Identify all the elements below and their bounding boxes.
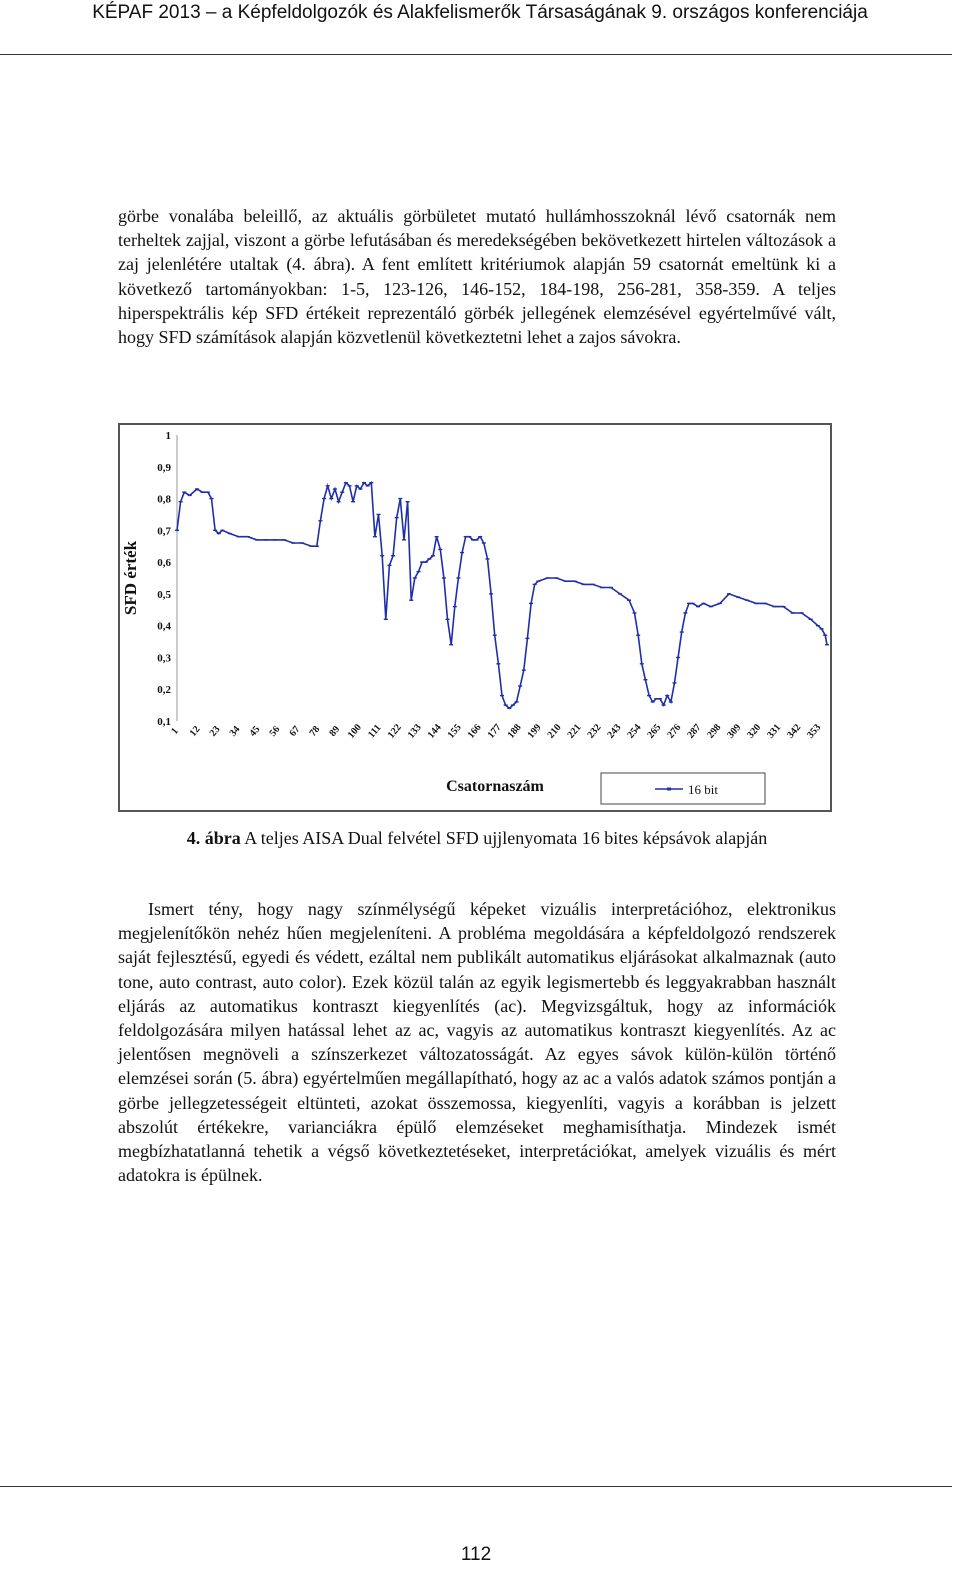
y-tick-label: 1 bbox=[165, 430, 171, 442]
sfd-line-chart bbox=[120, 425, 830, 810]
x-tick-label: 243 bbox=[605, 722, 624, 741]
header-divider bbox=[0, 54, 952, 55]
x-tick-label: 265 bbox=[645, 722, 664, 741]
x-tick-label: 1 bbox=[169, 725, 181, 737]
conference-title: KÉPAF 2013 – a Képfeldolgozók és Alakfelismerők Társaságának 9. országos konferenciája bbox=[92, 2, 868, 23]
y-tick-label: 0,7 bbox=[157, 525, 171, 538]
y-tick-label: 0,8 bbox=[157, 493, 171, 506]
x-tick-label: 155 bbox=[445, 722, 464, 741]
x-tick-label: 188 bbox=[505, 722, 524, 741]
x-tick-label: 353 bbox=[805, 722, 824, 741]
x-tick-label: 309 bbox=[725, 722, 744, 741]
y-tick-label: 0,3 bbox=[157, 652, 171, 665]
page-header bbox=[0, 0, 960, 52]
x-tick-label: 276 bbox=[665, 722, 684, 741]
x-tick-label: 254 bbox=[625, 722, 644, 741]
y-axis-label: SFD érték bbox=[121, 540, 140, 616]
x-tick-label: 320 bbox=[745, 722, 764, 741]
x-tick-label: 210 bbox=[545, 722, 564, 741]
y-tick-label: 0,4 bbox=[157, 620, 171, 633]
y-tick-label: 0,1 bbox=[157, 716, 171, 728]
figure-caption-label: 4. ábra bbox=[186, 828, 241, 848]
x-tick-label: 34 bbox=[227, 724, 243, 739]
x-tick-label: 232 bbox=[585, 722, 604, 741]
x-tick-label: 177 bbox=[485, 722, 504, 741]
x-axis-label: Csatornaszám bbox=[446, 778, 544, 795]
x-tick-label: 45 bbox=[247, 724, 263, 739]
footer-divider bbox=[0, 1486, 952, 1487]
x-tick-label: 23 bbox=[207, 724, 223, 739]
page-number: 112 bbox=[460, 1544, 492, 1565]
x-tick-label: 133 bbox=[405, 722, 424, 741]
x-tick-label: 298 bbox=[705, 722, 724, 741]
y-tick-label: 0,6 bbox=[157, 557, 171, 570]
x-tick-label: 199 bbox=[525, 722, 544, 741]
figure-4-chart bbox=[118, 423, 832, 812]
paragraph-2: Ismert tény, hogy nagy színmélységű képeket vizuális interpretációhoz, elektronikus megjelenítőkön nehéz hűen megjeleníteni. A probléma megoldására a képfeldolgozó rendszerek saját fejlesztésű, egyedi és védett, ezáltal nem publikált automatikus eljárásokat alkalmaznak (auto tone, auto contrast, auto color). Ezek közül talán az egyik legismertebb és leggyakrabban használt eljárás az automatikus kontraszt kiegyenlítés (ac). Megvizsgáltuk, hogy az információk feldolgozására milyen hatással lehet az ac, vagyis az automatikus kontraszt kiegyenlítés. Az ac jelentősen megnöveli a színszerkezet változatosságát. Az egyes sávok külön-külön történő elemzései során (5. ábra) egyértelműen megállapítható, hogy az ac a valós adatok számos pontján a görbe jellegzetességeit eltünteti, azokat összemossa, kiegyenlíti, vagyis a korábban is jelzett abszolút értékekre, varianciákra épülő elemzéseket meghamisíthatja. Mindezek ismét megbízhatatlanná tehetik a végső következtetéseket, interpretációkat, amelyek vizuális és mért adatokra is épülnek. bbox=[118, 899, 836, 1186]
x-tick-label: 221 bbox=[565, 722, 584, 741]
x-tick-label: 111 bbox=[366, 722, 384, 741]
y-tick-label: 0,5 bbox=[157, 588, 171, 601]
series-line-16bit bbox=[177, 483, 827, 709]
x-tick-label: 100 bbox=[345, 722, 364, 741]
x-tick-label: 331 bbox=[765, 722, 784, 741]
x-tick-label: 89 bbox=[327, 724, 343, 739]
figure-caption-text: A teljes AISA Dual felvétel SFD ujjlenyomata 16 bites képsávok alapján bbox=[240, 828, 768, 848]
paragraph-1: görbe vonalába beleillő, az aktuális görbületet mutató hullámhosszoknál lévő csatornák nem terheltek zajjal, viszont a görbe lefutásában és meredekségében bekövetkezett hirtelen változások a zaj jelenlétére utaltak (4. ábra). A fent említett kritériumok alapján 59 csatornát emeltünk ki a következő tartományokban: 1-5, 123-126, 146-152, 184-198, 256-281, 358-359. A teljes hiperspektrális kép SFD értékeit reprezentáló görbék jellegének elemzésével egyértelművé vált, hogy SFD számítások alapján közvetlenül következtetni lehet a zajos sávokra. bbox=[118, 206, 836, 348]
legend-label: 16 bit bbox=[688, 782, 718, 797]
figure-caption bbox=[118, 828, 836, 849]
x-tick-label: 166 bbox=[465, 722, 484, 741]
x-tick-label: 287 bbox=[685, 722, 704, 741]
x-tick-label: 12 bbox=[187, 724, 203, 739]
y-tick-label: 0,9 bbox=[157, 461, 171, 474]
x-tick-label: 342 bbox=[785, 722, 804, 741]
x-tick-label: 78 bbox=[307, 724, 323, 739]
y-tick-label: 0,2 bbox=[157, 684, 171, 697]
x-tick-label: 144 bbox=[425, 722, 444, 741]
x-tick-label: 122 bbox=[385, 722, 404, 741]
x-tick-label: 67 bbox=[287, 724, 303, 739]
x-tick-label: 56 bbox=[267, 724, 283, 739]
